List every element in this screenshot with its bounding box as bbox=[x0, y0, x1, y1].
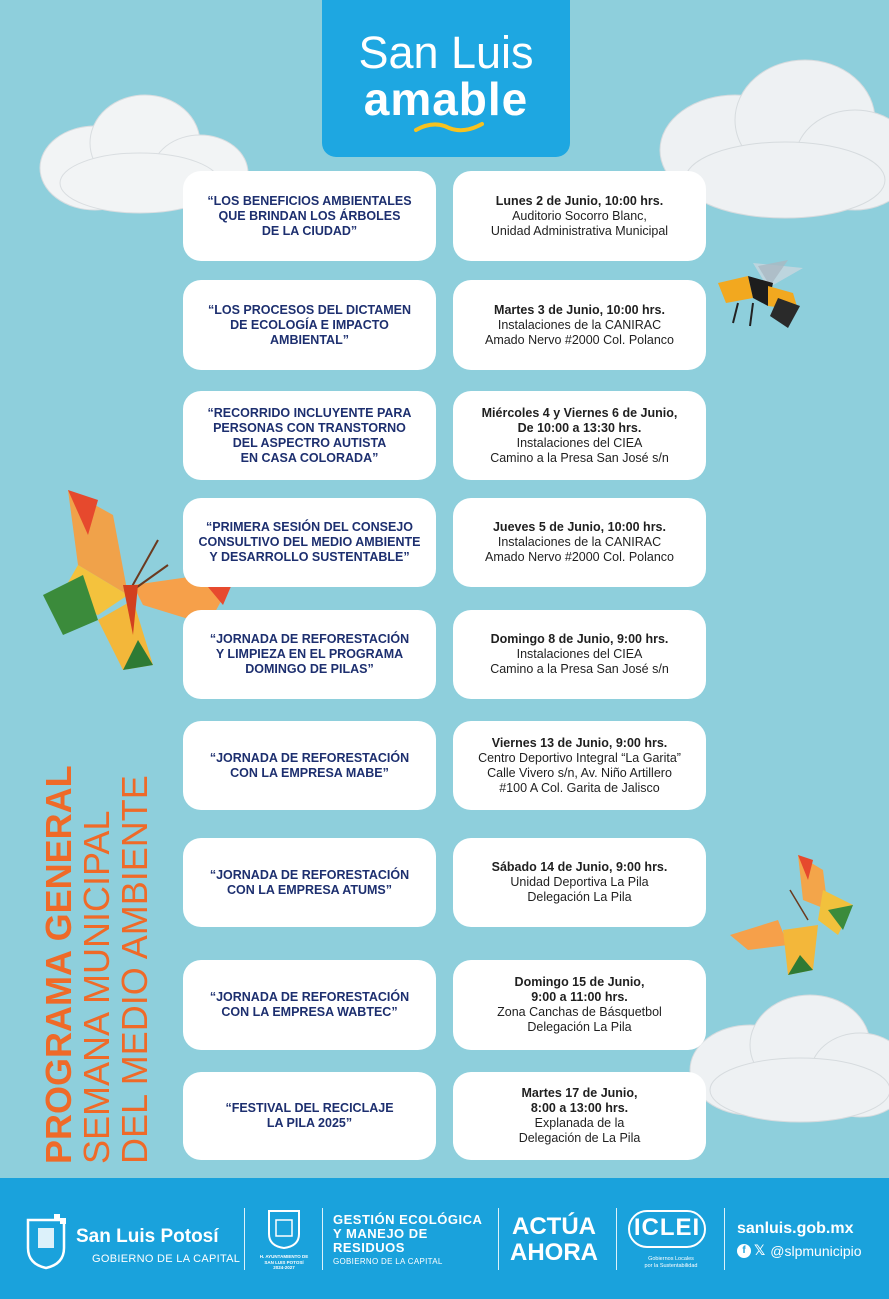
event-title-card bbox=[183, 960, 436, 1050]
slp-subtitle: GOBIERNO DE LA CAPITAL bbox=[92, 1253, 241, 1265]
ayuntamiento-text: H. AYUNTAMIENTO DE SAN LUIS POTOSÍ 2024-2027 bbox=[259, 1254, 309, 1270]
event-place: Centro Deportivo Integral “La Garita” Calle Vivero s/n, Av. Niño Artillero #100 A Col. Garita de Jalisco bbox=[478, 750, 681, 795]
footer-divider bbox=[616, 1208, 617, 1270]
logo-line-1: San Luis bbox=[358, 27, 534, 78]
event-details-card bbox=[453, 960, 706, 1050]
event-date: Viernes 13 de Junio, 9:00 hrs. bbox=[491, 735, 668, 750]
event-title: “JORNADA DE REFORESTACIÓN CON LA EMPRESA MABE” bbox=[209, 750, 410, 780]
event-title: “PRIMERA SESIÓN DEL CONSEJO CONSULTIVO DEL MEDIO AMBIENTE Y DESARROLLO SUSTENTABLE” bbox=[198, 520, 421, 564]
event-details bbox=[519, 1086, 641, 1146]
x-icon[interactable]: 𝕏 bbox=[754, 1242, 766, 1258]
event-details-card bbox=[453, 280, 706, 370]
event-date: Domingo 8 de Junio, 9:00 hrs. bbox=[490, 632, 669, 646]
event-title-card bbox=[183, 610, 436, 699]
footer-divider bbox=[322, 1208, 323, 1270]
event-details bbox=[490, 632, 669, 677]
event-date: Miércoles 4 y Viernes 6 de Junio, De 10:00 a 13:30 hrs. bbox=[481, 405, 678, 435]
side-title-line-3: DEL MEDIO AMBIENTE bbox=[114, 775, 155, 1164]
event-title: “LOS BENEFICIOS AMBIENTALES QUE BRINDAN LOS ÁRBOLES DE LA CIUDAD” bbox=[207, 193, 412, 238]
footer bbox=[0, 1178, 889, 1299]
bee-icon bbox=[708, 258, 808, 333]
event-details bbox=[491, 194, 668, 239]
event-place: Instalaciones del CIEA Camino a la Presa San José s/n bbox=[490, 435, 669, 465]
event-title-card bbox=[183, 280, 436, 370]
event-place: Explanada de la Delegación de La Pila bbox=[518, 1116, 641, 1145]
event-title-card bbox=[183, 1072, 436, 1160]
event-title-card bbox=[183, 838, 436, 927]
side-title-line-2: SEMANA MUNICIPAL bbox=[76, 810, 117, 1164]
footer-divider bbox=[244, 1208, 245, 1270]
event-details-card bbox=[453, 391, 706, 480]
gestion-subtitle: GOBIERNO DE LA CAPITAL bbox=[333, 1257, 443, 1266]
slp-title: San Luis Potosí bbox=[76, 1226, 219, 1247]
event-details-card bbox=[453, 610, 706, 699]
website-link[interactable]: sanluis.gob.mx bbox=[737, 1220, 854, 1237]
event-title: “JORNADA DE REFORESTACIÓN CON LA EMPRESA WABTEC” bbox=[209, 990, 410, 1019]
gestion-ecologica-text: GESTIÓN ECOLÓGICA Y MANEJO DE RESIDUOS bbox=[333, 1212, 483, 1255]
event-date: Martes 17 de Junio, 8:00 a 13:00 hrs. bbox=[521, 1086, 638, 1115]
social-handle-text: @slpmunicipio bbox=[770, 1242, 862, 1259]
event-title: “RECORRIDO INCLUYENTE PARA PERSONAS CON TRANSTORNO DEL ASPECTRO AUTISTA EN CASA COLORADA” bbox=[207, 405, 412, 465]
event-details-card bbox=[453, 721, 706, 810]
iclei-subtitle: Gobiernos Locales por la Sustentabilidad bbox=[644, 1256, 698, 1269]
side-title-line-1: PROGRAMA GENERAL bbox=[38, 765, 79, 1164]
footer-divider bbox=[724, 1208, 725, 1270]
logo-line-2: amable bbox=[363, 73, 529, 125]
slp-shield-icon bbox=[24, 1214, 68, 1270]
event-details bbox=[485, 520, 674, 565]
event-title: “FESTIVAL DEL RECICLAJE LA PILA 2025” bbox=[225, 1101, 394, 1130]
event-date: Domingo 15 de Junio, 9:00 a 11:00 hrs. bbox=[514, 975, 645, 1004]
cloud-right-bottom-icon bbox=[680, 990, 889, 1130]
ayuntamiento-seal-icon bbox=[266, 1208, 302, 1250]
event-place: Zona Canchas de Básquetbol Delegación La Pila bbox=[497, 1005, 662, 1034]
event-place: Auditorio Socorro Blanc, Unidad Administrativa Municipal bbox=[490, 208, 669, 238]
event-title-card bbox=[183, 498, 436, 587]
event-date: Sábado 14 de Junio, 9:00 hrs. bbox=[491, 860, 668, 874]
actua-ahora-logo: ACTÚA AHORA bbox=[510, 1213, 598, 1266]
event-title: “LOS PROCESOS DEL DICTAMEN DE ECOLOGÍA E IMPACTO AMBIENTAL” bbox=[207, 302, 412, 347]
event-details bbox=[482, 406, 678, 466]
butterfly-small-icon bbox=[728, 850, 856, 978]
event-title-card bbox=[183, 391, 436, 480]
event-place: Instalaciones de la CANIRAC Amado Nervo #2000 Col. Polanco bbox=[484, 317, 674, 347]
event-details bbox=[497, 975, 662, 1035]
side-title bbox=[40, 734, 170, 1164]
event-title-card bbox=[183, 721, 436, 810]
event-details bbox=[478, 736, 681, 796]
event-place: Instalaciones de la CANIRAC Amado Nervo #2000 Col. Polanco bbox=[484, 535, 674, 564]
event-details-card bbox=[453, 171, 706, 261]
event-title: “JORNADA DE REFORESTACIÓN Y LIMPIEZA EN EL PROGRAMA DOMINGO DE PILAS” bbox=[209, 632, 410, 676]
event-details-card bbox=[453, 838, 706, 927]
san-luis-amable-logo bbox=[322, 0, 570, 157]
event-details bbox=[492, 860, 668, 905]
event-title: “JORNADA DE REFORESTACIÓN CON LA EMPRESA ATUMS” bbox=[209, 867, 410, 897]
event-details bbox=[485, 303, 674, 348]
event-date: Martes 3 de Junio, 10:00 hrs. bbox=[494, 302, 665, 317]
social-handle[interactable] bbox=[737, 1242, 862, 1259]
event-place: Unidad Deportiva La Pila Delegación La Pila bbox=[510, 875, 649, 904]
event-date: Jueves 5 de Junio, 10:00 hrs. bbox=[492, 520, 666, 534]
event-title-card bbox=[183, 171, 436, 261]
event-place: Instalaciones del CIEA Camino a la Presa San José s/n bbox=[490, 647, 669, 676]
event-details-card bbox=[453, 1072, 706, 1160]
iclei-logo: ICLEI bbox=[633, 1214, 701, 1241]
event-details-card bbox=[453, 498, 706, 587]
footer-divider bbox=[498, 1208, 499, 1270]
facebook-icon[interactable]: f bbox=[737, 1244, 751, 1258]
event-date: Lunes 2 de Junio, 10:00 hrs. bbox=[495, 193, 664, 208]
logo-swoosh-icon bbox=[414, 120, 484, 134]
